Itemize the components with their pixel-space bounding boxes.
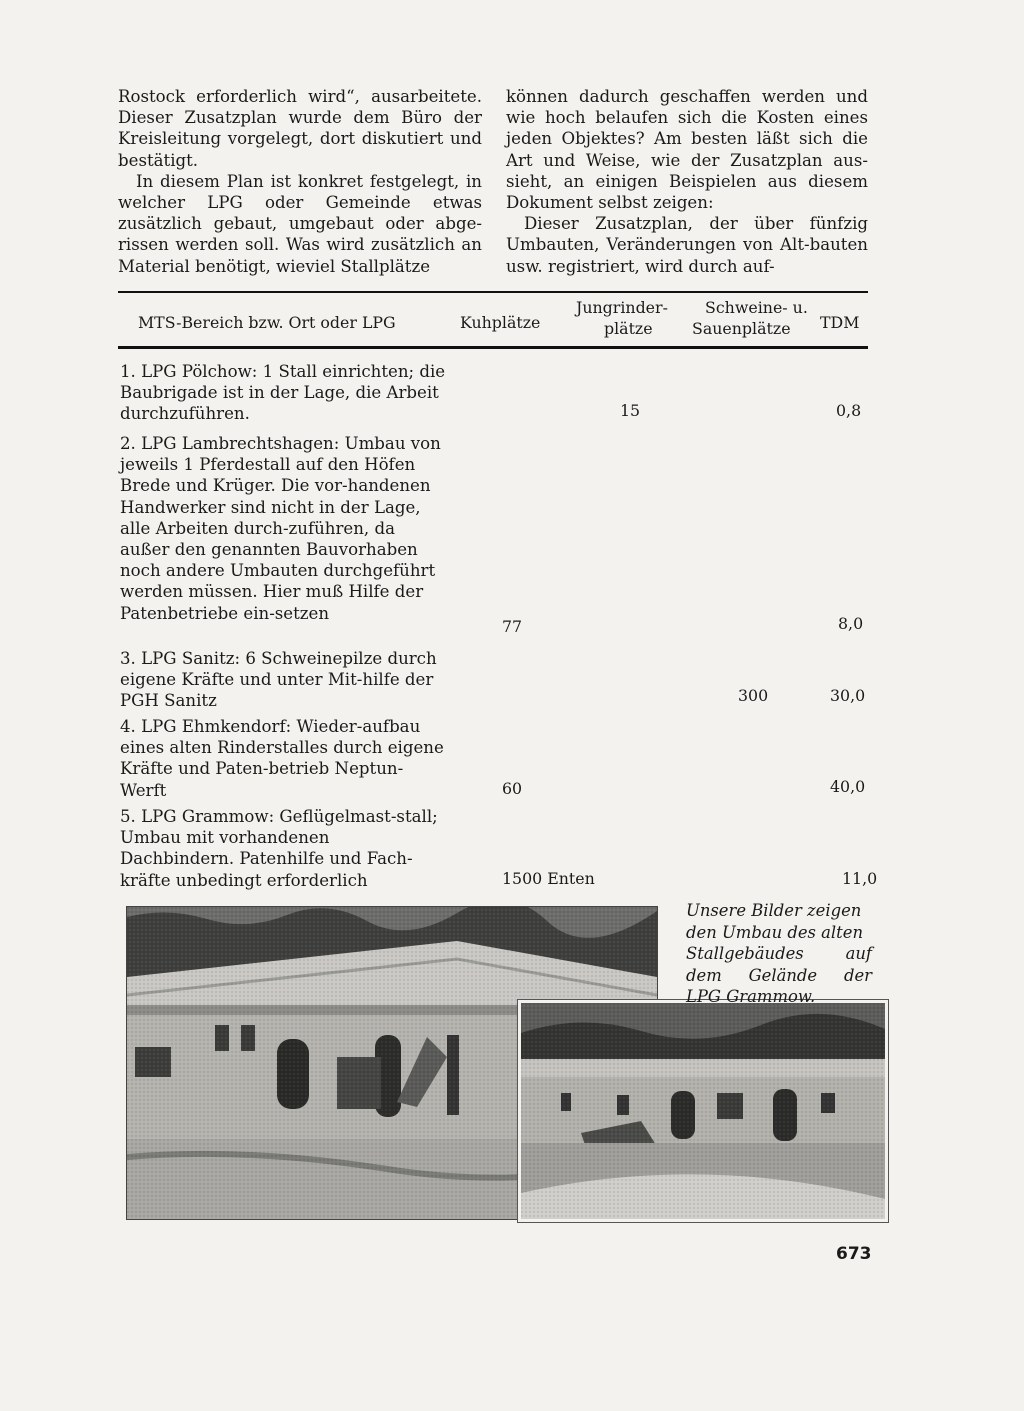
cell-cost: 8,0 <box>838 614 864 633</box>
caption-line: LPG Grammow. <box>686 987 816 1006</box>
table-row <box>120 648 446 712</box>
row-description: 1. LPG Pölchow: 1 Stall einrichten; die Baubrigade ist in der Lage, die Arbeit durchzuführen. <box>120 362 446 424</box>
row-description: 4. LPG Ehmkendorf: Wieder-aufbau eines alten Rinderstalles durch eigene Kräfte und Paten-betrieb Neptun-Werft <box>120 717 444 800</box>
header-cow-places: Kuhplätze <box>460 313 541 332</box>
table-row <box>120 433 446 624</box>
cell-cost: 40,0 <box>830 777 866 796</box>
header-pig-places-line2: Sauenplätze <box>692 319 791 338</box>
cell-cost: 11,0 <box>842 869 878 888</box>
row-description: 2. LPG Lambrechtshagen: Umbau von jeweils 1 Pferdestall auf den Höfen Brede und Krüger. Die vor-handenen Handwerker sind nicht in der Lage, alle Arbeiten durch-zuführen, da außer den genannten Bauvorhaben noch andere Umbauten durchgeführt werden müssen. Hier muß Hilfe der Patenbetriebe ein-setzen <box>120 434 441 623</box>
caption-line: dem Gelände der <box>686 965 872 985</box>
row-description: 3. LPG Sanitz: 6 Schweinepilze durch eigene Kräfte und unter Mit-hilfe der PGH Sanitz <box>120 649 437 711</box>
header-cost-tdm: TDM <box>820 313 860 332</box>
table-top-rule <box>118 291 868 293</box>
photo-stable-courtyard <box>518 1000 888 1222</box>
cell-cost: 30,0 <box>830 686 866 705</box>
caption-line: Stallgebäudes auf <box>686 944 872 963</box>
table-row <box>120 361 446 425</box>
header-young-cattle-line2: plätze <box>604 319 653 338</box>
page-number: 673 <box>836 1244 872 1264</box>
cell-cow-places: 60 <box>502 779 523 798</box>
text-column-right <box>506 86 868 277</box>
paragraph: In diesem Plan ist konkret festgelegt, in welcher LPG oder Gemeinde etwas zusätzlich gebaut, umgebaut oder abge-rissen werden soll. Was wird zusätzlich an Material benötigt, wieviel Stallplätze <box>118 171 482 276</box>
table-row <box>120 806 446 891</box>
photo-caption <box>686 900 872 1008</box>
paragraph: können dadurch geschaffen werden und wie hoch belaufen sich die Kosten eines jeden Objektes? Am besten läßt sich die Art und Weise, wie der Zusatzplan aus-sieht, an einigen Beispielen aus diesem Dokument selbst zeigen: <box>506 87 868 213</box>
header-pig-places-line1: Schweine- u. <box>705 298 808 317</box>
table-row <box>120 716 446 801</box>
caption-line: Unsere Bilder zeigen <box>686 901 862 920</box>
paragraph: Rostock erforderlich wird“, ausarbeitete. Dieser Zusatzplan wurde dem Büro der Kreisleitung vorgelegt, dort diskutiert und bestätigt. <box>118 87 482 170</box>
table-header-rule <box>118 346 868 349</box>
cell-cow-places: 77 <box>502 617 523 636</box>
photo-stable-courtyard-image <box>521 1003 885 1219</box>
header-young-cattle-line1: Jungrinder- <box>576 298 668 317</box>
paragraph: Dieser Zusatzplan, der über fünfzig Umbauten, Veränderungen von Alt-bauten usw. registriert, wird durch auf- <box>506 214 868 276</box>
text-column-left <box>118 86 482 277</box>
cell-young-cattle: 15 <box>620 401 641 420</box>
header-place: MTS-Bereich bzw. Ort oder LPG <box>138 313 396 332</box>
cell-pig-places: 300 <box>738 686 769 705</box>
caption-line: den Umbau des alten <box>686 922 864 942</box>
row-description: 5. LPG Grammow: Geflügelmast-stall; Umbau mit vorhandenen Dachbindern. Patenhilfe und Fach-kräfte unbedingt erforderlich <box>120 807 438 890</box>
cell-cost: 0,8 <box>836 401 862 420</box>
cell-cow-places: 1500 Enten <box>502 869 595 888</box>
